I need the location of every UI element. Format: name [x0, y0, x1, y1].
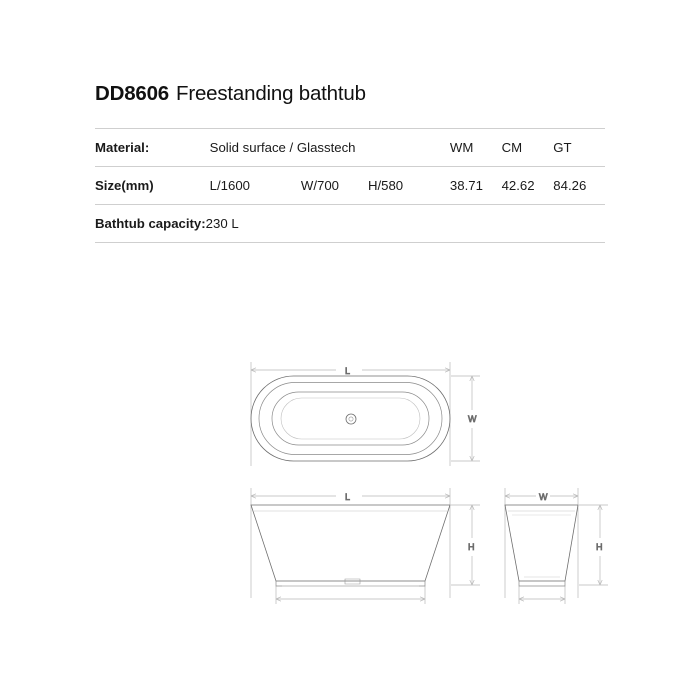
size-gt-value: 84.26: [553, 178, 587, 193]
capacity-value: 230 L: [205, 216, 239, 231]
column-header-cm: CM: [501, 140, 523, 155]
front-view-length-label: L: [345, 492, 351, 502]
column-header-gt: GT: [553, 140, 572, 155]
top-view-length-label: L: [345, 366, 351, 376]
product-name: Freestanding bathtub: [176, 82, 366, 105]
top-view-width-label: W: [468, 414, 477, 424]
table-row: [95, 205, 605, 243]
side-view-height-label: H: [596, 542, 603, 552]
front-view-height-label: H: [468, 542, 475, 552]
size-cm-value: 42.62: [501, 178, 535, 193]
size-wm-value: 38.71: [449, 178, 483, 193]
material-value: Solid surface / Glasstech: [209, 140, 356, 155]
side-view-width-label: W: [539, 492, 548, 502]
size-height: H/580: [367, 178, 404, 193]
table-row: [95, 129, 605, 167]
product-code: DD8606: [95, 82, 170, 105]
technical-drawings: [0, 348, 700, 628]
size-width: W/700: [300, 178, 340, 193]
capacity-label: Bathtub capacity:: [95, 216, 206, 231]
size-length: L/1600: [209, 178, 250, 193]
table-row: [95, 167, 605, 205]
page-title: [95, 82, 366, 106]
column-header-wm: WM: [449, 140, 474, 155]
size-label: Size(mm): [95, 178, 154, 193]
spec-table: [95, 128, 605, 243]
material-label: Material:: [95, 140, 150, 155]
